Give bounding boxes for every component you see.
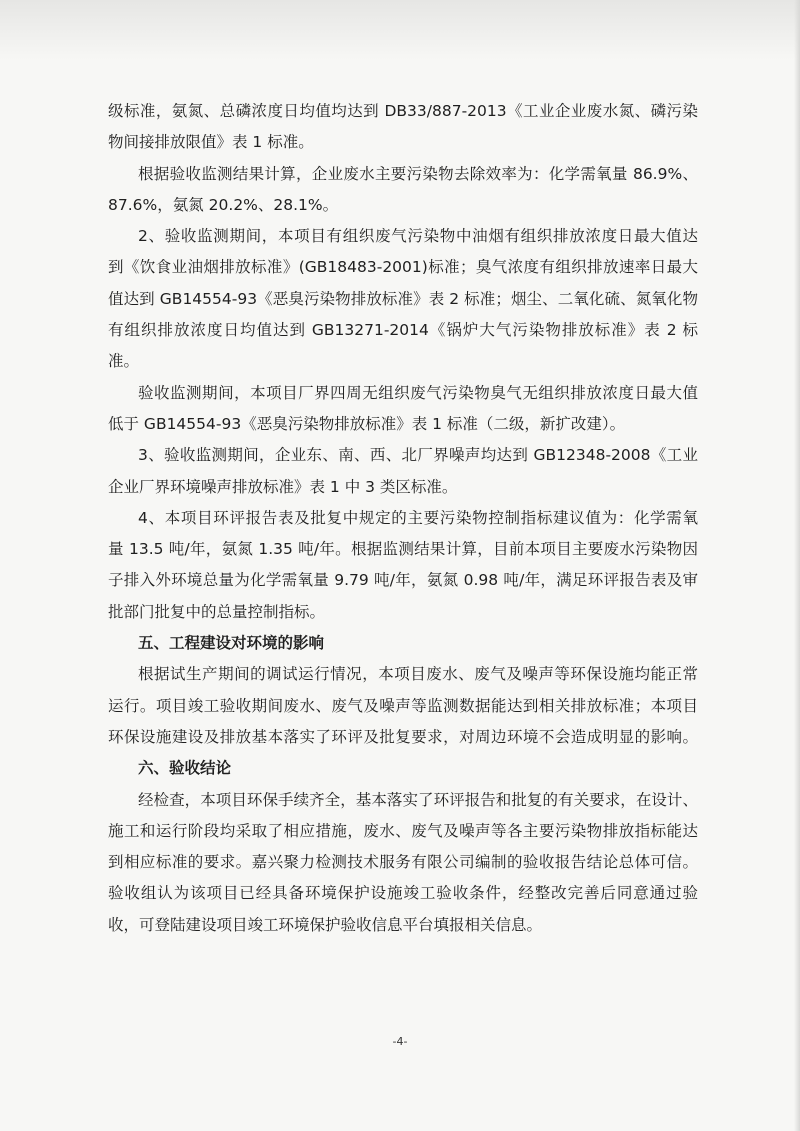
paragraph-line: 2、验收监测期间，本项目有组织废气污染物中油烟有组织排放浓度日最大值达: [138, 227, 698, 246]
paragraph-line: 有组织排放浓度日均值达到 GB13271-2014《锅炉大气污染物排放标准》表 2 标: [108, 321, 698, 340]
page-number: -4-: [392, 1035, 408, 1048]
paragraph-line: 级标准，氨氮、总磷浓度日均值均达到 DB33/887-2013《工业企业废水氮、磷污染: [108, 102, 698, 120]
paragraph-line: 根据验收监测结果计算，企业废水主要污染物去除效率为：化学需氧量 86.9%、: [138, 164, 698, 183]
paragraph-line: 验收组认为该项目已经具备环境保护设施竣工验收条件，经整改完善后同意通过验: [108, 884, 698, 903]
paragraph-line: 企业厂界环境噪声排放标准》表 1 中 3 类区标准。: [108, 477, 458, 496]
paragraph-line: 施工和运行阶段均采取了相应措施，废水、废气及噪声等各主要污染物排放指标能达: [108, 821, 698, 840]
section-heading: 五、工程建设对环境的影响: [138, 634, 325, 653]
paragraph-line: 3、验收监测期间，企业东、南、西、北厂界噪声均达到 GB12348-2008《工业: [138, 446, 698, 465]
paragraph-line: 运行。项目竣工验收期间废水、废气及噪声等监测数据能达到相关排放标准；本项目: [108, 696, 698, 715]
paragraph-line: 到相应标准的要求。嘉兴聚力检测技术服务有限公司编制的验收报告结论总体可信。: [108, 853, 698, 872]
paragraph-line: 收，可登陆建设项目竣工环境保护验收信息平台填报相关信息。: [108, 915, 543, 934]
scan-right-edge: [794, 0, 800, 1131]
paragraph-line: 验收监测期间，本项目厂界四周无组织废气污染物臭气无组织排放浓度日最大值: [138, 383, 698, 402]
document-body: [108, 100, 698, 945]
paragraph-line: 经检查，本项目环保手续齐全，基本落实了环评报告和批复的有关要求，在设计、: [138, 790, 698, 809]
paragraph-line: 到《饮食业油烟排放标准》(GB18483-2001)标准；臭气浓度有组织排放速率日最大: [108, 258, 698, 277]
section-heading: 六、验收结论: [138, 759, 232, 778]
paragraph-line: 准。: [108, 352, 140, 371]
paragraph-line: 量 13.5 吨/年，氨氮 1.35 吨/年。根据监测结果计算，目前本项目主要废水污染物因: [108, 540, 698, 559]
paragraph-line: 物间接排放限值》表 1 标准。: [108, 133, 314, 152]
paragraph-line: 值达到 GB14554-93《恶臭污染物排放标准》表 2 标准；烟尘、二氧化硫、氮氧化物: [108, 289, 698, 308]
scan-top-shadow: [0, 0, 800, 60]
paragraph-line: 根据试生产期间的调试运行情况，本项目废水、废气及噪声等环保设施均能正常: [138, 665, 698, 684]
paragraph-line: 批部门批复中的总量控制指标。: [108, 602, 326, 621]
paragraph-line: 4、本项目环评报告表及批复中规定的主要污染物控制指标建议值为：化学需氧: [138, 508, 698, 527]
paragraph-line: 87.6%，氨氮 20.2%、28.1%。: [108, 195, 339, 214]
paragraph-line: 低于 GB14554-93《恶臭污染物排放标准》表 1 标准（二级，新扩改建）。: [108, 414, 626, 433]
paragraph-line: 环保设施建设及排放基本落实了环评及批复要求，对周边环境不会造成明显的影响。: [108, 727, 698, 746]
paragraph-line: 子排入外环境总量为化学需氧量 9.79 吨/年，氨氮 0.98 吨/年，满足环评报告表及审: [108, 571, 698, 590]
